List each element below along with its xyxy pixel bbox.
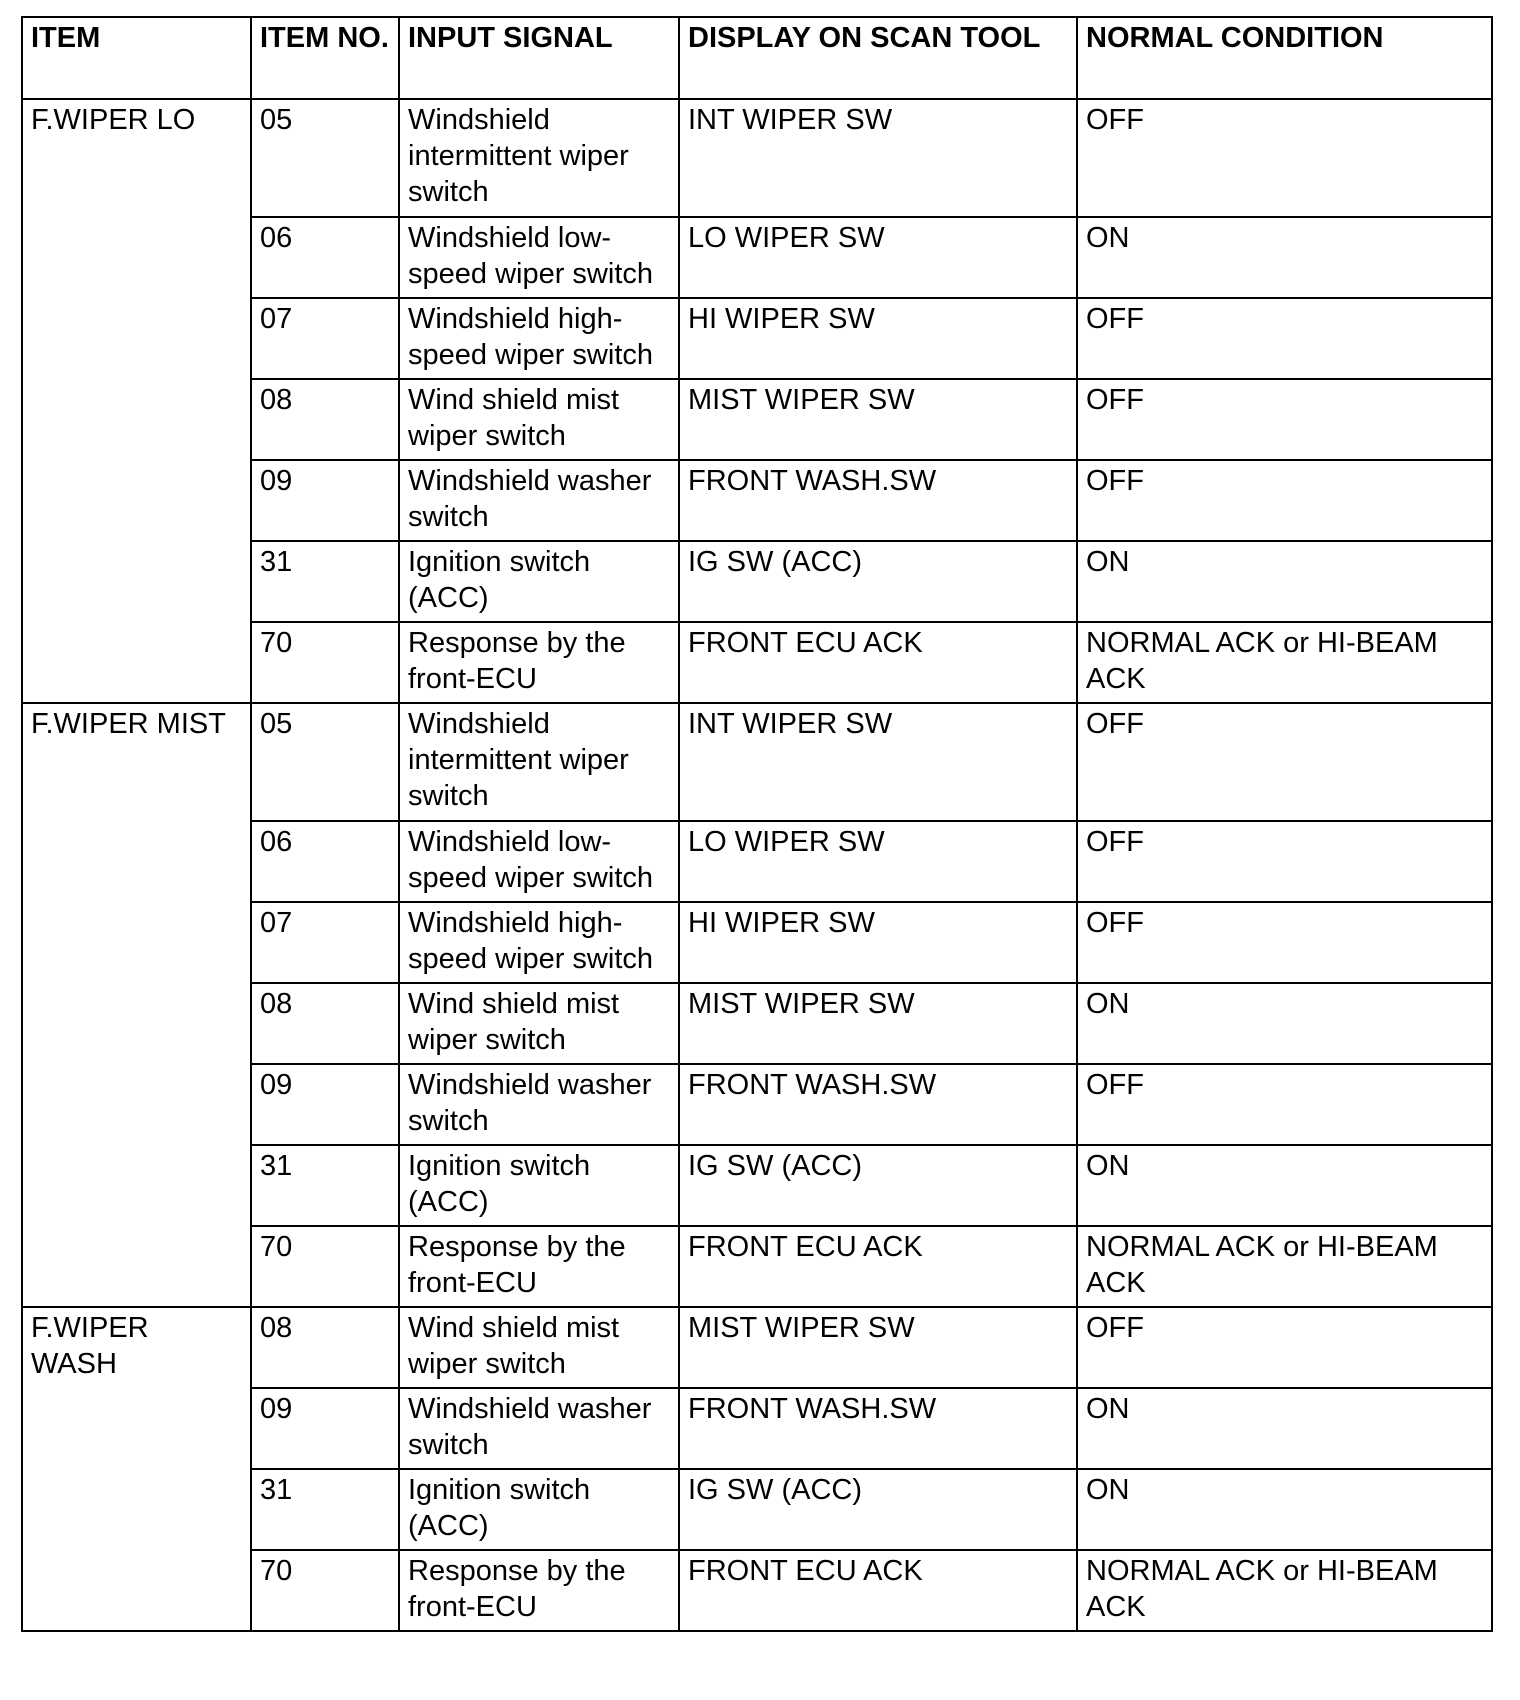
input-signal-cell: Ignition switch (ACC) — [399, 1145, 679, 1226]
normal-condition-cell: ON — [1077, 217, 1492, 298]
item-no-cell: 09 — [251, 1064, 399, 1145]
normal-condition-cell: OFF — [1077, 298, 1492, 379]
input-signal-cell: Windshield washer switch — [399, 460, 679, 541]
scan-tool-display-cell: MIST WIPER SW — [679, 379, 1077, 460]
input-signal-cell: Wind shield mist wiper switch — [399, 983, 679, 1064]
input-signal-cell: Wind shield mist wiper switch — [399, 1307, 679, 1388]
normal-condition-cell: NORMAL ACK or HI-BEAM ACK — [1077, 622, 1492, 703]
normal-condition-cell: ON — [1077, 983, 1492, 1064]
item-no-cell: 70 — [251, 622, 399, 703]
normal-condition-cell: OFF — [1077, 821, 1492, 902]
normal-condition-cell: OFF — [1077, 1307, 1492, 1388]
header-item: ITEM — [22, 17, 251, 99]
item-no-cell: 08 — [251, 983, 399, 1064]
item-no-cell: 70 — [251, 1550, 399, 1631]
scan-tool-display-cell: FRONT ECU ACK — [679, 1226, 1077, 1307]
input-signal-table-container — [21, 16, 1491, 1632]
scan-tool-display-cell: IG SW (ACC) — [679, 1145, 1077, 1226]
scan-tool-display-cell: LO WIPER SW — [679, 217, 1077, 298]
input-signal-table — [21, 16, 1493, 1632]
item-no-cell: 06 — [251, 217, 399, 298]
scan-tool-display-cell: MIST WIPER SW — [679, 1307, 1077, 1388]
item-no-cell: 08 — [251, 379, 399, 460]
normal-condition-cell: OFF — [1077, 99, 1492, 217]
header-normal-condition: NORMAL CONDITION — [1077, 17, 1492, 99]
item-cell: F.WIPER LO — [22, 99, 251, 703]
input-signal-cell: Windshield high-speed wiper switch — [399, 298, 679, 379]
scan-tool-display-cell: MIST WIPER SW — [679, 983, 1077, 1064]
table-row — [22, 703, 1492, 821]
normal-condition-cell: OFF — [1077, 902, 1492, 983]
normal-condition-cell: OFF — [1077, 460, 1492, 541]
scan-tool-display-cell: FRONT WASH.SW — [679, 1388, 1077, 1469]
scan-tool-display-cell: INT WIPER SW — [679, 99, 1077, 217]
table-row — [22, 99, 1492, 217]
header-display-on-scan-tool: DISPLAY ON SCAN TOOL — [679, 17, 1077, 99]
normal-condition-cell: ON — [1077, 1388, 1492, 1469]
input-signal-cell: Windshield high-speed wiper switch — [399, 902, 679, 983]
input-signal-cell: Windshield intermittent wiper switch — [399, 99, 679, 217]
table-row — [22, 1307, 1492, 1388]
input-signal-cell: Wind shield mist wiper switch — [399, 379, 679, 460]
input-signal-cell: Windshield low-speed wiper switch — [399, 217, 679, 298]
normal-condition-cell: ON — [1077, 1145, 1492, 1226]
input-signal-cell: Ignition switch (ACC) — [399, 1469, 679, 1550]
header-row — [22, 17, 1492, 99]
scan-tool-display-cell: FRONT ECU ACK — [679, 622, 1077, 703]
scan-tool-display-cell: HI WIPER SW — [679, 298, 1077, 379]
normal-condition-cell: NORMAL ACK or HI-BEAM ACK — [1077, 1226, 1492, 1307]
scan-tool-display-cell: LO WIPER SW — [679, 821, 1077, 902]
scan-tool-display-cell: FRONT WASH.SW — [679, 1064, 1077, 1145]
normal-condition-cell: ON — [1077, 1469, 1492, 1550]
input-signal-cell: Ignition switch (ACC) — [399, 541, 679, 622]
input-signal-cell: Windshield intermittent wiper switch — [399, 703, 679, 821]
item-no-cell: 07 — [251, 902, 399, 983]
header-item-no: ITEM NO. — [251, 17, 399, 99]
item-no-cell: 09 — [251, 460, 399, 541]
item-cell: F.WIPER MIST — [22, 703, 251, 1307]
item-no-cell: 09 — [251, 1388, 399, 1469]
scan-tool-display-cell: IG SW (ACC) — [679, 1469, 1077, 1550]
item-cell: F.WIPER WASH — [22, 1307, 251, 1631]
scan-tool-display-cell: FRONT ECU ACK — [679, 1550, 1077, 1631]
input-signal-cell: Windshield washer switch — [399, 1388, 679, 1469]
scan-tool-display-cell: HI WIPER SW — [679, 902, 1077, 983]
item-no-cell: 05 — [251, 703, 399, 821]
item-no-cell: 31 — [251, 1145, 399, 1226]
scan-tool-display-cell: IG SW (ACC) — [679, 541, 1077, 622]
item-no-cell: 08 — [251, 1307, 399, 1388]
scan-tool-display-cell: INT WIPER SW — [679, 703, 1077, 821]
input-signal-cell: Windshield low-speed wiper switch — [399, 821, 679, 902]
item-no-cell: 06 — [251, 821, 399, 902]
item-no-cell: 07 — [251, 298, 399, 379]
normal-condition-cell: NORMAL ACK or HI-BEAM ACK — [1077, 1550, 1492, 1631]
input-signal-cell: Response by the front-ECU — [399, 1226, 679, 1307]
item-no-cell: 31 — [251, 541, 399, 622]
input-signal-cell: Response by the front-ECU — [399, 1550, 679, 1631]
header-input-signal: INPUT SIGNAL — [399, 17, 679, 99]
normal-condition-cell: OFF — [1077, 1064, 1492, 1145]
normal-condition-cell: OFF — [1077, 379, 1492, 460]
input-signal-cell: Response by the front-ECU — [399, 622, 679, 703]
scan-tool-display-cell: FRONT WASH.SW — [679, 460, 1077, 541]
normal-condition-cell: ON — [1077, 541, 1492, 622]
item-no-cell: 70 — [251, 1226, 399, 1307]
item-no-cell: 31 — [251, 1469, 399, 1550]
normal-condition-cell: OFF — [1077, 703, 1492, 821]
input-signal-cell: Windshield washer switch — [399, 1064, 679, 1145]
item-no-cell: 05 — [251, 99, 399, 217]
